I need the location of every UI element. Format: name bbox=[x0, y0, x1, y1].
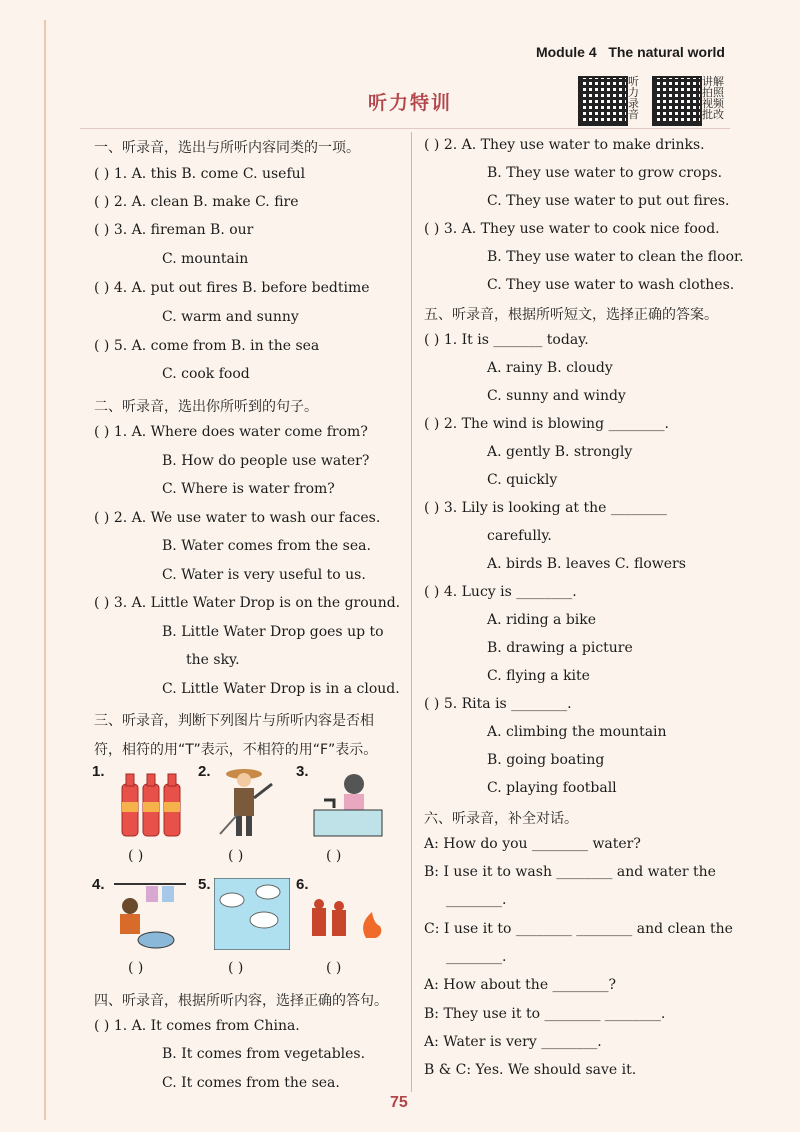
question-line: ________. bbox=[446, 949, 507, 965]
question-line: carefully. bbox=[487, 528, 552, 544]
qr-label-video: 讲解拍照视频批改 bbox=[702, 75, 724, 121]
question-line: C. cook food bbox=[162, 366, 250, 382]
fire-picture bbox=[306, 898, 384, 948]
qr-label-listening: 听力录音 bbox=[628, 75, 639, 121]
question-line: B. How do people use water? bbox=[162, 453, 370, 469]
farmer-picture bbox=[214, 764, 276, 840]
section-heading: 五、听录音，根据所听短文，选择正确的答案。 bbox=[424, 307, 718, 323]
question-line: ( ) 3. A. Little Water Drop is on the ground. bbox=[94, 595, 401, 611]
section-heading: 符，相符的用“T”表示，不相符的用“F”表示。 bbox=[94, 742, 378, 758]
question-line: ( ) 5. Rita is ________. bbox=[424, 696, 572, 712]
answer-paren-2[interactable]: ( ) bbox=[228, 848, 244, 864]
question-line: ( ) 2. A. We use water to wash our faces. bbox=[94, 510, 381, 526]
tap-picture bbox=[312, 770, 384, 838]
question-line: A. gently B. strongly bbox=[487, 444, 633, 460]
question-line: C. It comes from the sea. bbox=[162, 1075, 340, 1091]
question-line: C. warm and sunny bbox=[162, 309, 299, 325]
question-line: C. quickly bbox=[487, 472, 558, 488]
question-line: B & C: Yes. We should save it. bbox=[424, 1062, 637, 1078]
module-topic: The natural world bbox=[608, 44, 725, 60]
question-line: B. They use water to clean the floor. bbox=[487, 249, 744, 265]
question-line: C. Water is very useful to us. bbox=[162, 567, 366, 583]
section-heading: 三、听录音，判断下列图片与所听内容是否相 bbox=[94, 713, 374, 729]
question-line: B. drawing a picture bbox=[487, 640, 633, 656]
picture-number-5: 5. bbox=[198, 876, 211, 893]
question-line: C. They use water to wash clothes. bbox=[487, 277, 735, 293]
section-heading: 六、听录音，补全对话。 bbox=[424, 811, 578, 827]
question-line: ( ) 3. Lily is looking at the ________ bbox=[424, 500, 667, 516]
question-line: ( ) 4. A. put out fires B. before bedtime bbox=[94, 280, 370, 296]
question-line: A. birds B. leaves C. flowers bbox=[487, 556, 686, 572]
question-line: ( ) 5. A. come from B. in the sea bbox=[94, 338, 320, 354]
question-line: ( ) 2. A. clean B. make C. fire bbox=[94, 194, 299, 210]
page-title: 听力特训 bbox=[368, 92, 453, 114]
question-line: the sky. bbox=[186, 652, 240, 668]
question-line: A: How do you ________ water? bbox=[424, 836, 641, 852]
question-line: C. They use water to put out fires. bbox=[487, 193, 730, 209]
clouds-picture bbox=[214, 878, 290, 950]
column-divider bbox=[411, 132, 412, 1092]
section-heading: 四、听录音，根据所听内容，选择正确的答句。 bbox=[94, 993, 388, 1009]
question-line: ( ) 2. The wind is blowing ________. bbox=[424, 416, 669, 432]
question-line: B: They use it to ________ ________. bbox=[424, 1006, 666, 1022]
question-line: C: I use it to ________ ________ and clean the bbox=[424, 921, 733, 937]
question-line: C. Little Water Drop is in a cloud. bbox=[162, 681, 400, 697]
question-line: ( ) 1. A. It comes from China. bbox=[94, 1018, 300, 1034]
bottles-picture bbox=[118, 768, 186, 838]
question-line: ( ) 1. It is _______ today. bbox=[424, 332, 589, 348]
question-line: ( ) 3. A. fireman B. our bbox=[94, 222, 254, 238]
answer-paren-1[interactable]: ( ) bbox=[128, 848, 144, 864]
question-line: A. climbing the mountain bbox=[487, 724, 667, 740]
question-line: B: I use it to wash ________ and water the bbox=[424, 864, 716, 880]
picture-number-6: 6. bbox=[296, 876, 309, 893]
question-line: B. Little Water Drop goes up to bbox=[162, 624, 384, 640]
module-label: Module 4 bbox=[535, 44, 597, 60]
question-line: A. rainy B. cloudy bbox=[487, 360, 613, 376]
section-heading: 二、听录音，选出你所听到的句子。 bbox=[94, 399, 318, 415]
listening-qr-code[interactable] bbox=[578, 76, 628, 126]
section-heading: 一、听录音，选出与所听内容同类的一项。 bbox=[94, 140, 360, 156]
question-line: C. sunny and windy bbox=[487, 388, 626, 404]
question-line: ( ) 3. A. They use water to cook nice food. bbox=[424, 221, 720, 237]
question-line: ( ) 2. A. They use water to make drinks. bbox=[424, 137, 705, 153]
question-line: C. mountain bbox=[162, 251, 249, 267]
answer-paren-4[interactable]: ( ) bbox=[128, 960, 144, 976]
question-line: A: How about the ________? bbox=[424, 977, 617, 993]
question-line: ________. bbox=[446, 892, 507, 908]
question-line: B. It comes from vegetables. bbox=[162, 1046, 366, 1062]
question-line: B. going boating bbox=[487, 752, 605, 768]
video-qr-code[interactable] bbox=[652, 76, 702, 126]
washing-picture bbox=[110, 878, 188, 950]
title-rule bbox=[80, 128, 730, 129]
answer-paren-3[interactable]: ( ) bbox=[326, 848, 342, 864]
picture-number-3: 3. bbox=[296, 763, 309, 780]
picture-number-2: 2. bbox=[198, 763, 211, 780]
picture-number-1: 1. bbox=[92, 763, 105, 780]
binding-strip bbox=[44, 20, 46, 1120]
page-number: 75 bbox=[390, 1094, 408, 1111]
question-line: ( ) 1. A. Where does water come from? bbox=[94, 424, 368, 440]
question-line: ( ) 4. Lucy is ________. bbox=[424, 584, 577, 600]
question-line: C. Where is water from? bbox=[162, 481, 335, 497]
module-header bbox=[536, 44, 725, 60]
question-line: ( ) 1. A. this B. come C. useful bbox=[94, 166, 306, 182]
question-line: A: Water is very ________. bbox=[424, 1034, 602, 1050]
picture-number-4: 4. bbox=[92, 876, 105, 893]
question-line: A. riding a bike bbox=[487, 612, 597, 628]
question-line: C. flying a kite bbox=[487, 668, 590, 684]
question-line: B. Water comes from the sea. bbox=[162, 538, 371, 554]
answer-paren-5[interactable]: ( ) bbox=[228, 960, 244, 976]
question-line: C. playing football bbox=[487, 780, 617, 796]
question-line: B. They use water to grow crops. bbox=[487, 165, 723, 181]
answer-paren-6[interactable]: ( ) bbox=[326, 960, 342, 976]
